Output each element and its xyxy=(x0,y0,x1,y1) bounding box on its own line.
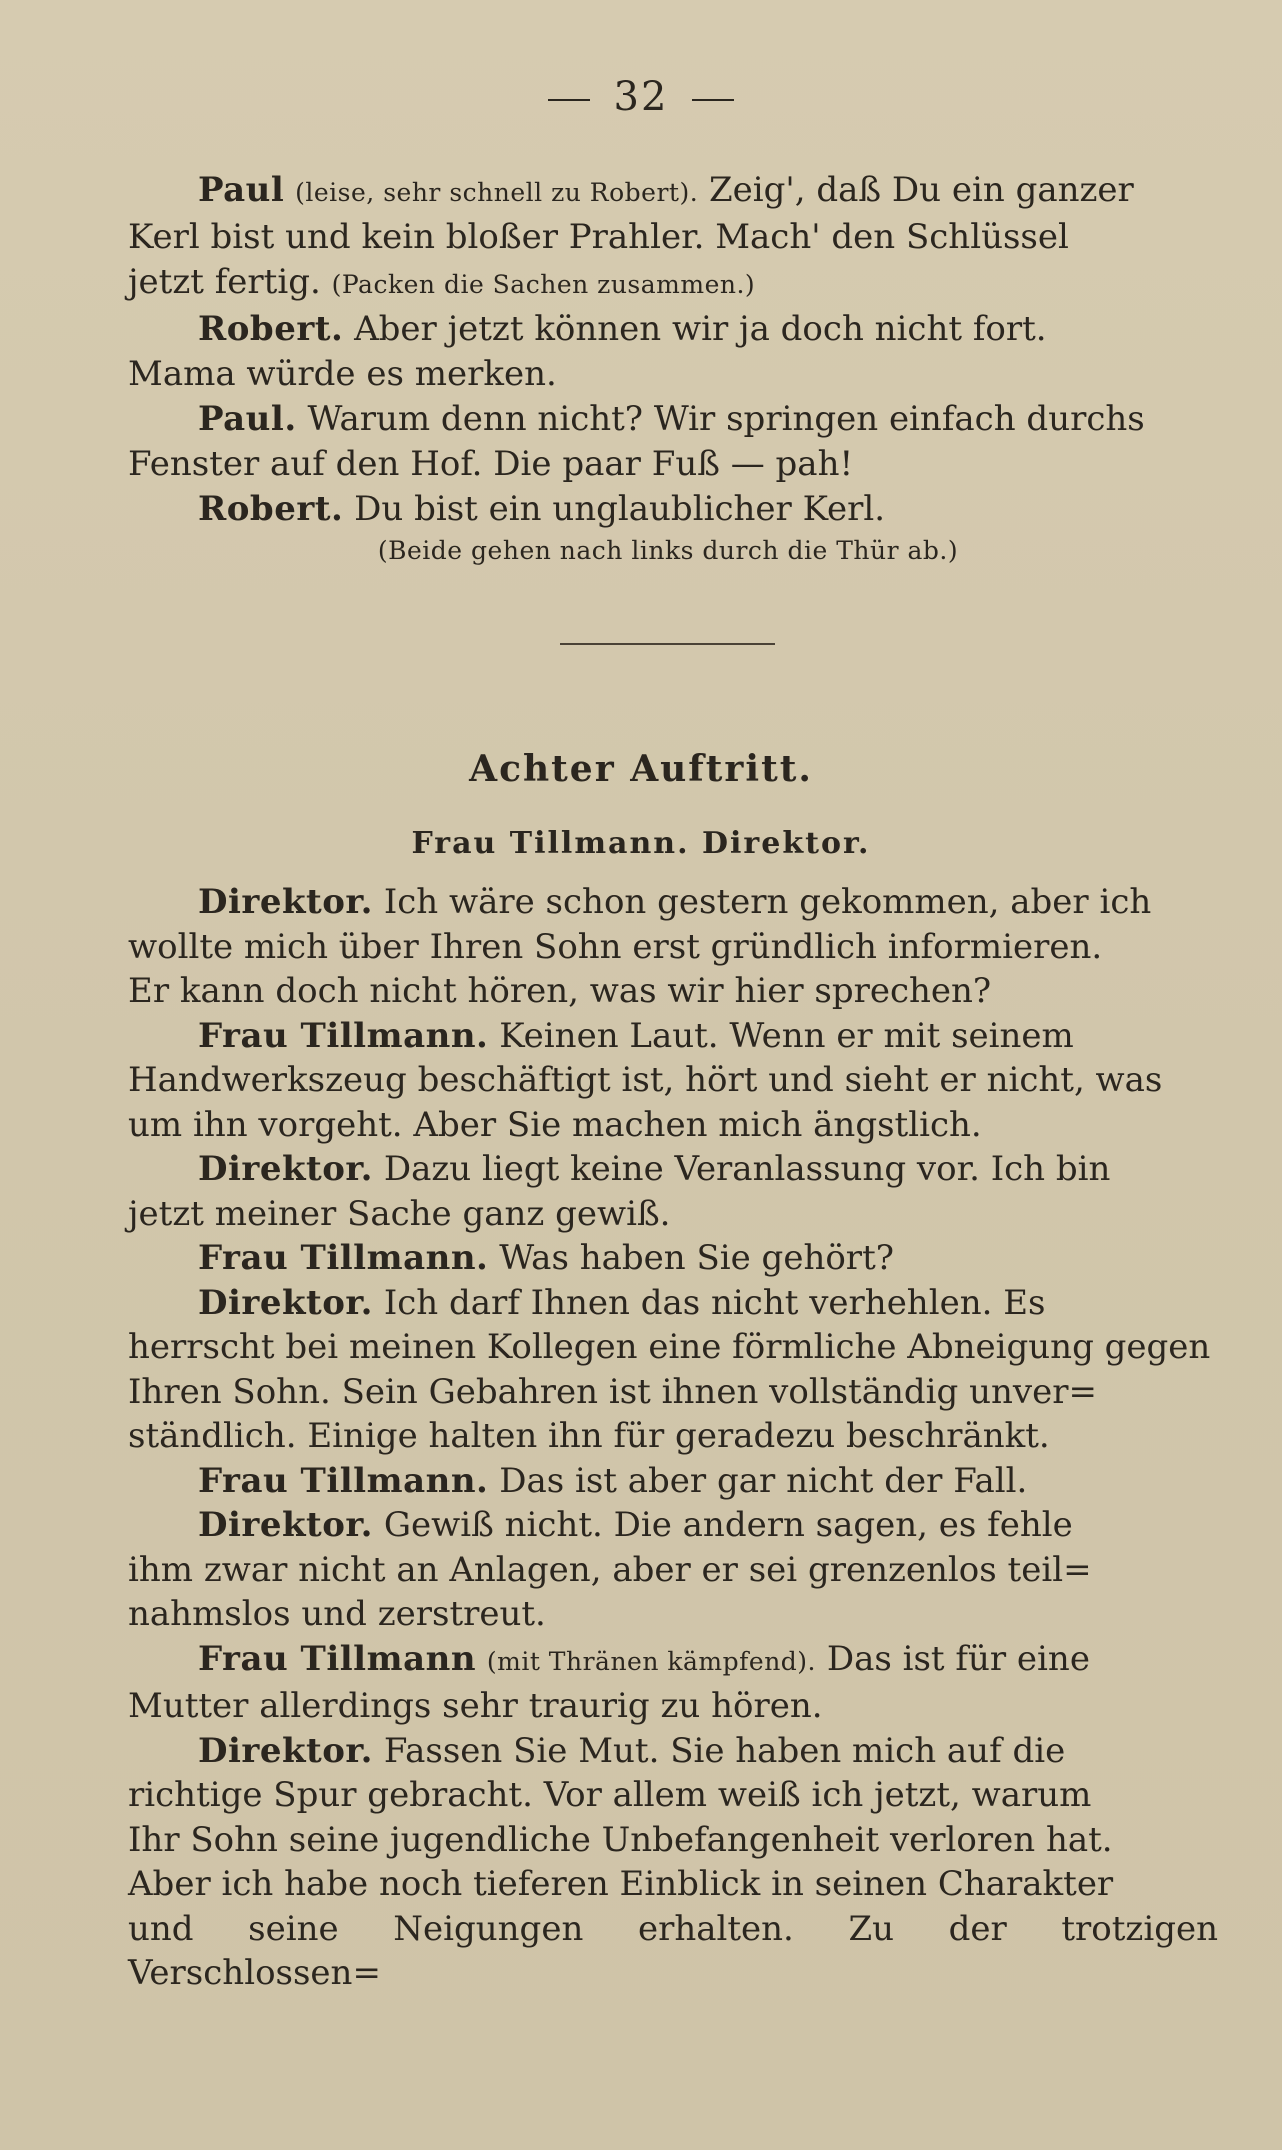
text-line xyxy=(128,1281,1218,1326)
text-line xyxy=(128,397,1208,442)
text-line: Mutter allerdings sehr traurig zu hören. xyxy=(128,1686,823,1726)
text-line xyxy=(128,1014,1218,1059)
text-line: wollte mich über Ihren Sohn erst gründlich informieren. xyxy=(128,926,1103,967)
speaker-name: Direktor. xyxy=(198,1730,374,1771)
text-line: Ihr Sohn seine jugendliche Unbefangenheit verloren hat. xyxy=(128,1819,1113,1860)
stage-direction: (Beide gehen nach links durch die Thür ab.) xyxy=(377,536,959,565)
speaker-name: Direktor. xyxy=(198,1282,374,1323)
speech-text: Warum denn nicht? Wir springen einfach durchs xyxy=(307,399,1145,439)
speaker-name: Robert. xyxy=(198,489,344,529)
speech-text: Keinen Laut. Wenn er mit seinem xyxy=(499,1015,1074,1056)
scene-title: Achter Auftritt. xyxy=(469,748,813,790)
section-divider xyxy=(560,643,775,645)
speech-text: Fassen Sie Mut. Sie haben mich auf die xyxy=(383,1730,1066,1771)
text-line: Fenster auf den Hof. Die paar Fuß — pah! xyxy=(128,444,854,484)
scene-dialogue xyxy=(128,880,1218,1996)
text-line xyxy=(128,260,1208,307)
speech-text: Du bist ein unglaublicher Kerl. xyxy=(354,489,886,529)
stage-direction: (mit Thränen kämpfend). xyxy=(486,1646,816,1676)
speech-text: jetzt fertig. xyxy=(128,262,321,302)
text-line xyxy=(128,1236,1218,1281)
text-line: jetzt meiner Sache ganz gewiß. xyxy=(128,1193,671,1234)
text-line: Mama würde es merken. xyxy=(128,354,557,394)
text-line xyxy=(128,1147,1218,1192)
speaker-name: Robert. xyxy=(198,309,344,349)
text-line: um ihn vorgeht. Aber Sie machen mich ängstlich. xyxy=(128,1104,982,1145)
text-line xyxy=(128,307,1208,352)
text-line: richtige Spur gebracht. Vor allem weiß ich jetzt, warum xyxy=(128,1775,1092,1815)
text-line xyxy=(128,168,1208,215)
speaker-name: Frau Tillmann. xyxy=(198,1460,489,1501)
text-line: Er kann doch nicht hören, was wir hier sprechen? xyxy=(128,971,992,1011)
text-line xyxy=(128,487,1208,532)
text-line: Handwerkszeug beschäftigt ist, hört und sieht er nicht, was xyxy=(128,1060,1163,1100)
speech-text: Dazu liegt keine Veranlassung vor. Ich bin xyxy=(383,1149,1111,1189)
page-number-dash-right xyxy=(692,99,734,101)
text-line: nahmslos und zerstreut. xyxy=(128,1594,546,1634)
text-line: ständlich. Einige halten ihn für geradezu beschränkt. xyxy=(128,1416,1050,1456)
text-line: Kerl bist und kein bloßer Prahler. Mach' den Schlüssel xyxy=(128,217,1069,257)
text-line: Aber ich habe noch tieferen Einblick in seinen Charakter xyxy=(128,1864,1114,1904)
speaker-name: Paul xyxy=(198,170,285,210)
speaker-name: Frau Tillmann. xyxy=(198,1015,489,1056)
text-line: Ihren Sohn. Sein Gebahren ist ihnen vollständig unver= xyxy=(128,1371,1097,1412)
speaker-name: Frau Tillmann. xyxy=(198,1238,489,1278)
speech-text: Das ist für eine xyxy=(826,1638,1090,1679)
dialogue-continuation xyxy=(128,168,1208,570)
speech-text: Aber jetzt können wir ja doch nicht fort. xyxy=(354,309,1047,349)
text-line xyxy=(128,1503,1218,1548)
speaker-name: Direktor. xyxy=(198,882,374,922)
text-line xyxy=(128,1729,1218,1774)
page-number-value: 32 xyxy=(613,74,669,120)
speech-text: Was haben Sie gehört? xyxy=(499,1238,894,1278)
speaker-name: Frau Tillmann xyxy=(198,1638,477,1679)
page-number xyxy=(0,74,1282,120)
text-line: herrscht bei meinen Kollegen eine förmliche Abneigung gegen xyxy=(128,1327,1211,1367)
speech-text: Ich darf Ihnen das nicht verhehlen. Es xyxy=(383,1282,1046,1323)
text-line xyxy=(128,1637,1218,1685)
speaker-name: Paul. xyxy=(198,399,297,439)
text-line: und seine Neigungen erhalten. Zu der trotzigen Verschlossen= xyxy=(128,1908,1218,1993)
text-line xyxy=(128,880,1218,925)
speech-text: Zeig', daß Du ein ganzer xyxy=(709,170,1134,210)
speaker-name: Direktor. xyxy=(198,1149,374,1189)
speech-text: Gewiß nicht. Die andern sagen, es fehle xyxy=(383,1505,1073,1545)
stage-direction: (leise, sehr schnell zu Robert). xyxy=(295,178,699,207)
speech-text: Ich wäre schon gestern gekommen, aber ich xyxy=(383,882,1152,922)
text-line: ihm zwar nicht an Anlagen, aber er sei grenzenlos teil= xyxy=(128,1549,1092,1590)
speech-text: Das ist aber gar nicht der Fall. xyxy=(499,1460,1028,1501)
text-line xyxy=(128,1459,1218,1504)
scene-characters: Frau Tillmann. Direktor. xyxy=(411,826,871,861)
stage-direction: (Packen die Sachen zusammen.) xyxy=(331,270,756,299)
page-number-dash-left xyxy=(548,99,590,101)
speaker-name: Direktor. xyxy=(198,1505,374,1545)
